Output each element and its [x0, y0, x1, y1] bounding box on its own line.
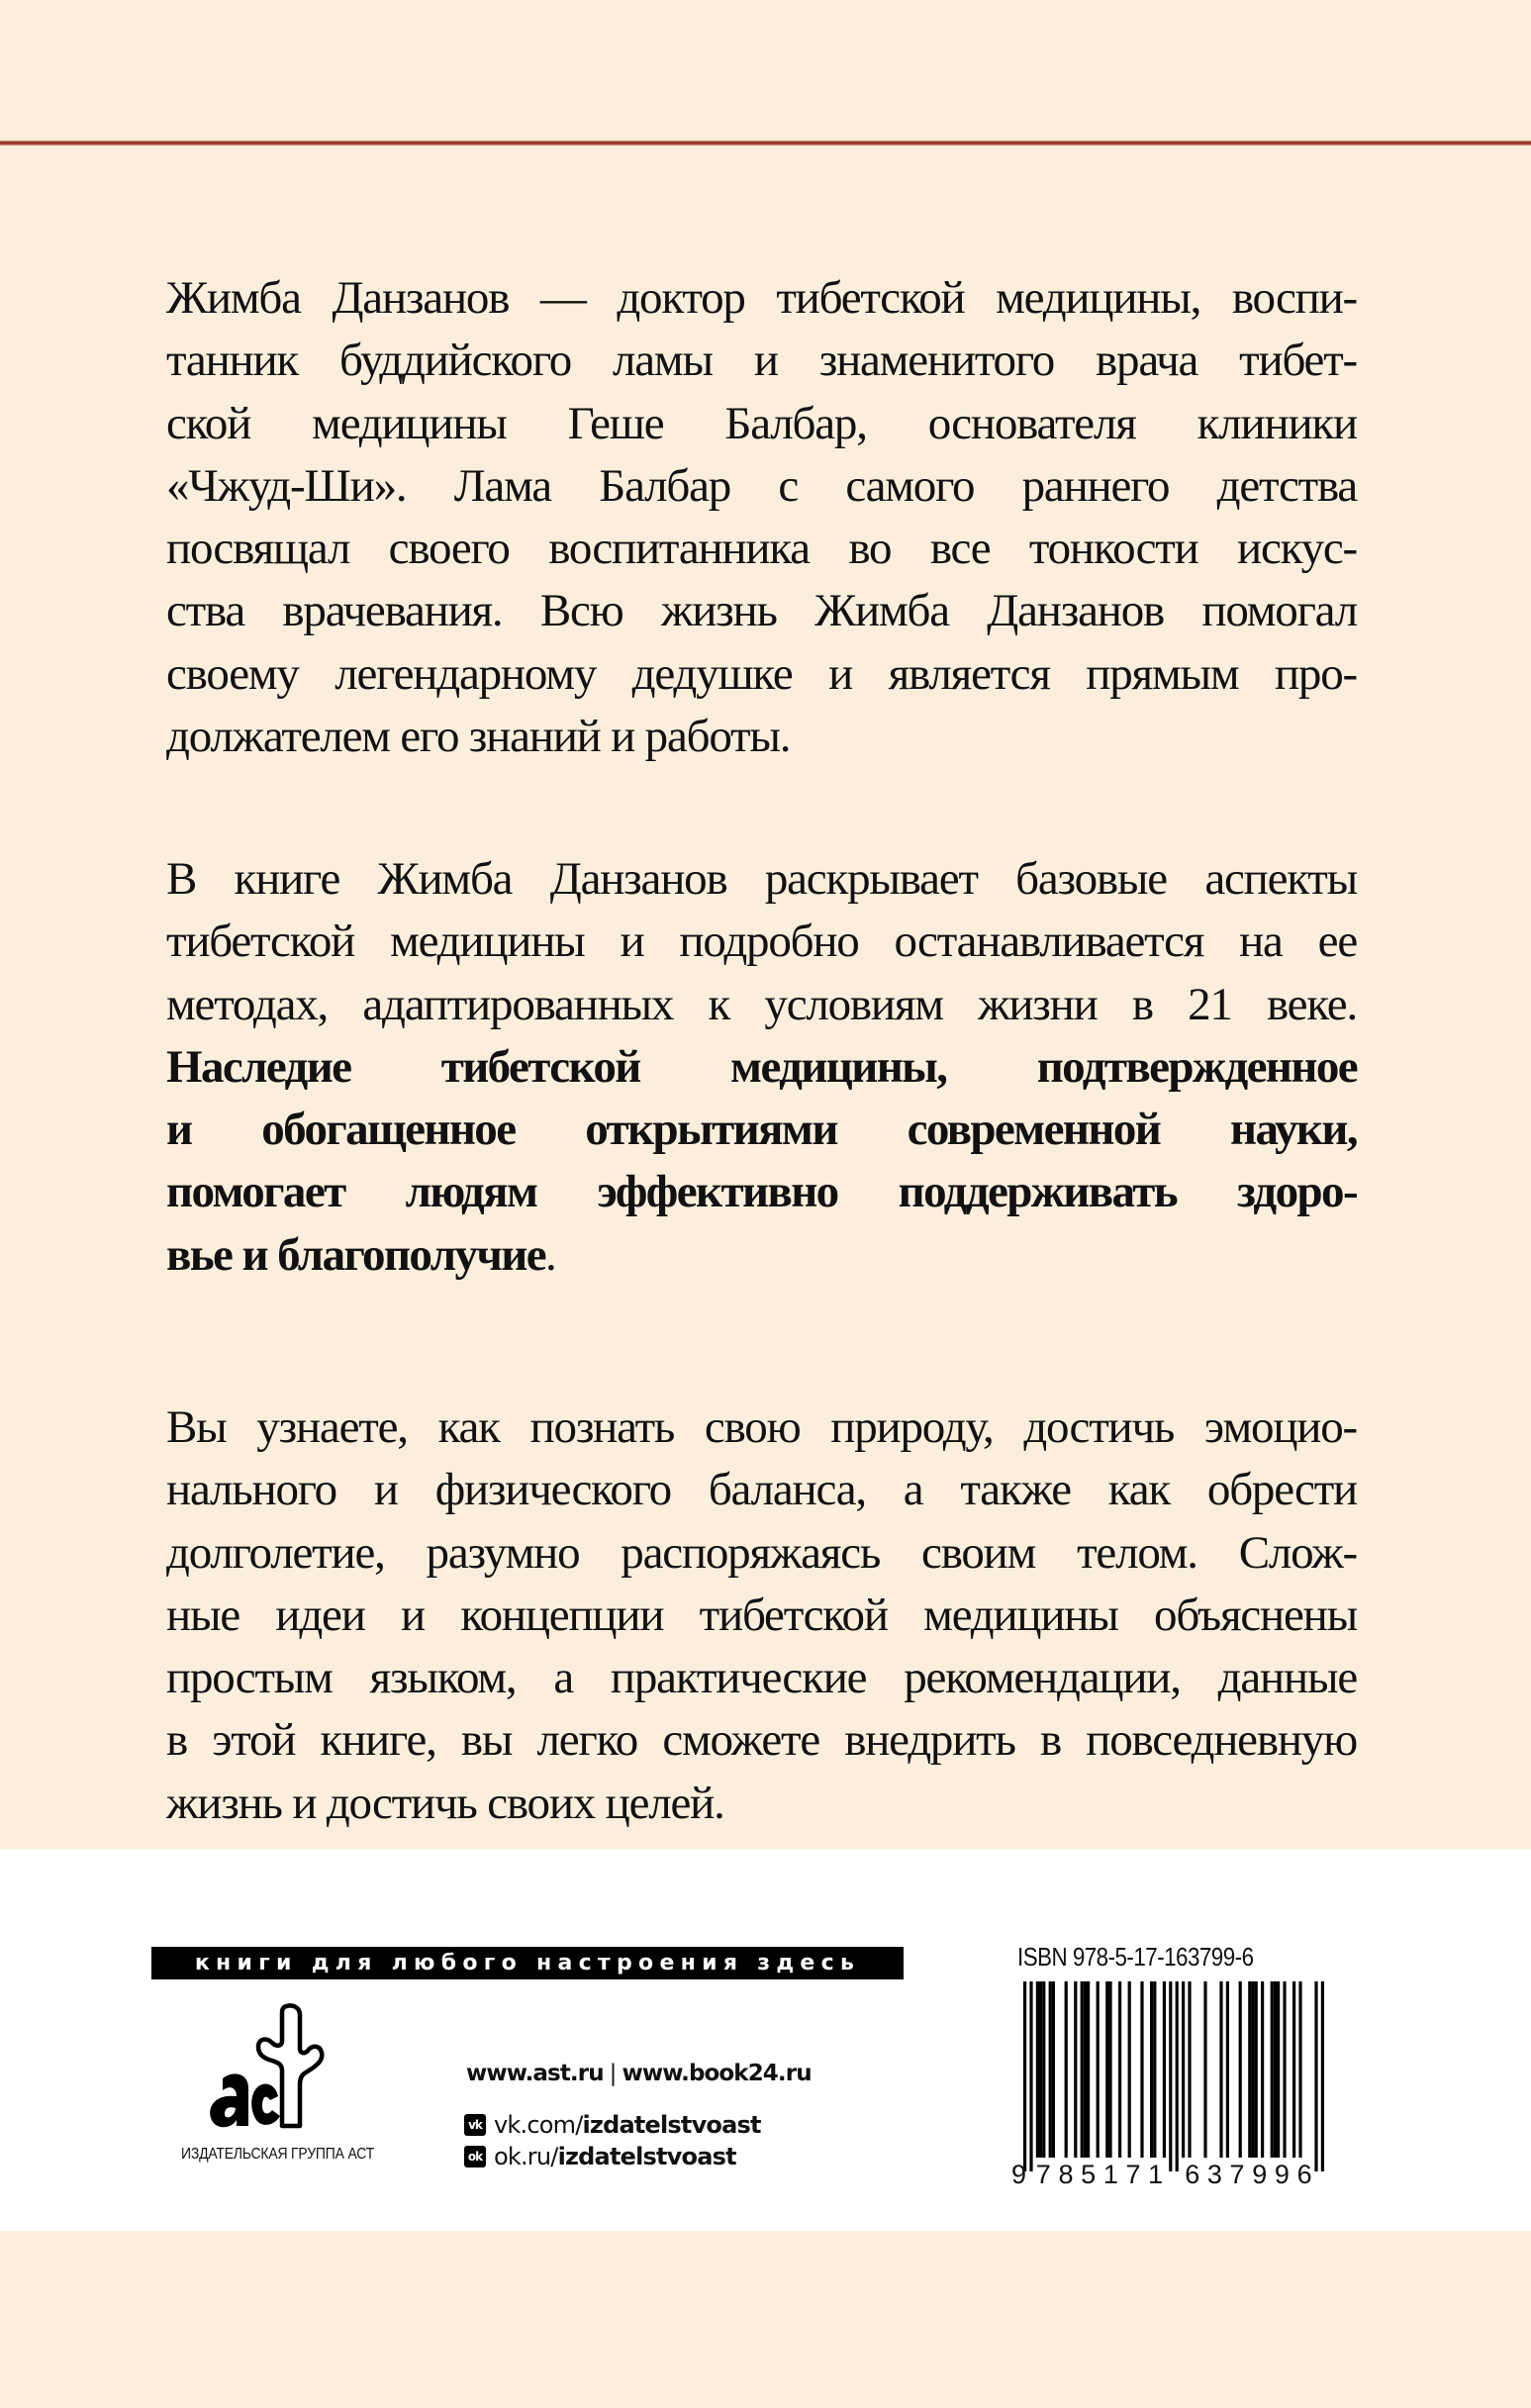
- isbn-label: ISBN 978-5-17-163799-6: [1017, 1942, 1254, 1972]
- publisher-caption: ИЗДАТЕЛЬСКАЯ ГРУППА АСТ: [181, 2146, 375, 2163]
- paragraph-author-bio: [166, 267, 1357, 768]
- separator: |: [609, 2061, 617, 2086]
- vk-icon: vk: [464, 2114, 486, 2136]
- slogan-banner: книги для любого настроения здесь: [151, 1947, 904, 1979]
- svg-text:785171: 785171: [1035, 2160, 1164, 2187]
- bold-text-line: Наследие тибетской медицины, подтвержденное: [166, 1040, 1357, 1093]
- text-line: простым языком, а практические рекомендации, данные: [166, 1652, 1357, 1704]
- social-link-vk[interactable]: [464, 2111, 761, 2139]
- bold-text-fragment: вье и благополучие: [166, 1228, 546, 1281]
- text-line: ства врачевания. Всю жизнь Жимба Данзанов помогал: [166, 585, 1357, 637]
- website-links: [466, 2061, 812, 2086]
- svg-text:9: 9: [1011, 2160, 1027, 2187]
- paragraph-book-summary: [166, 848, 1357, 1287]
- text-line: ской медицины Геше Балбар, основателя клиники: [166, 397, 1357, 449]
- social-prefix: ok.ru/: [494, 2143, 558, 2170]
- bold-text-line: и обогащенное открытиями современной науки,: [166, 1104, 1357, 1156]
- text-line: жизнь и достичь своих целей.: [166, 1777, 724, 1829]
- social-link-ok[interactable]: [464, 2143, 736, 2170]
- barcode-icon: [1009, 1979, 1346, 2187]
- text-line: ные идеи и концепции тибетской медицины объяснены: [166, 1589, 1357, 1641]
- text-line: в этой книге, вы легко сможете внедрить в повседневную: [166, 1714, 1357, 1767]
- text-fragment: .: [545, 1228, 556, 1281]
- text-line: Жимба Данзанов — доктор тибетской медицины, воспи-: [166, 272, 1357, 324]
- text-line: посвящал своего воспитанника во все тонкости искус-: [166, 523, 1357, 575]
- text-line-mixed: [166, 1224, 1357, 1287]
- bold-text-line: помогает людям эффективно поддерживать здоро-: [166, 1166, 1357, 1218]
- text-line: тибетской медицины и подробно останавливается на ее: [166, 915, 1357, 968]
- text-line: должателем его знаний и работы.: [166, 711, 791, 763]
- text-line: своему легендарному дедушке и является прямым про-: [166, 647, 1357, 700]
- text-line: «Чжуд-Ши». Лама Балбар с самого раннего детства: [166, 459, 1357, 512]
- social-handle: izdatelstvoast: [582, 2111, 761, 2139]
- link-ast-site[interactable]: www.ast.ru: [466, 2061, 604, 2086]
- text-line: танник буддийского ламы и знаменитого врача тибет-: [166, 335, 1357, 387]
- ast-logo-icon: [203, 2001, 327, 2135]
- text-line: долголетие, разумно распоряжаясь своим телом. Слож-: [166, 1526, 1357, 1579]
- link-book24-site[interactable]: www.book24.ru: [622, 2061, 812, 2086]
- paragraph-benefits: [166, 1397, 1357, 1835]
- text-line: Вы узнаете, как познать свою природу, достичь эмоцио-: [166, 1401, 1357, 1453]
- text-line: методах, адаптированных к условиям жизни в 21 веке.: [166, 978, 1357, 1030]
- ok-icon: ok: [464, 2146, 486, 2167]
- social-prefix: vk.com/: [494, 2111, 583, 2139]
- svg-text:637996: 637996: [1185, 2160, 1312, 2187]
- social-handle: izdatelstvoast: [557, 2143, 736, 2170]
- text-line: В книге Жимба Данзанов раскрывает базовые аспекты: [166, 853, 1357, 905]
- top-decorative-rule: [0, 141, 1531, 145]
- text-line: нального и физического баланса, а также как обрести: [166, 1464, 1357, 1516]
